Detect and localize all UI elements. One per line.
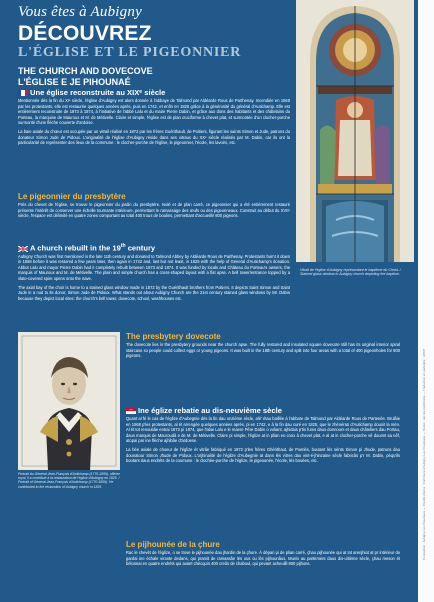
paragraph: Quant al fé le cas de l'églize d'Aubegnie dès la fin dau onzième sècle, alé' étau baillée à l'abbaïe de Talmond par Aldéarde Rous de Partenée. Brulâie en 1568 p'les protestants, al ét arrengée quelques années après, pi en 1742, e à la fin dau curé en 1825, que le zhénéraü d'Autichamp dounit la mén. Al ét tot renoutiâe entrai 1873 pi 1874, que l'abai Lalu e le maere Père Dabin o voliant, ajhidais p'tis fums daus donnours et daus châteliers dau Portau, daus marquis de Mauroudâ e de M. de Métivelle. Claire pi simple, l'églize at in plian en croix à chevet plat, e al at in clocher-porche vê dounnt sa nêf, atopai par ine flèche ajhibâe d'ardoese. [126,416,400,444]
portrait-photo [18,332,120,470]
section-title: A church rebuilt in the 19th century [18,241,290,254]
photo-caption: Vitrail de l'église d'Aubigny représentant le baptême du Christ. / Stained glass window in Aubigny church depicting the baptism. [300,268,401,277]
section-pt-church [126,406,400,464]
english-title: THE CHURCH AND DOVECOVE [18,66,153,76]
section-title: Ine églize rebatie au dis-neuvième sècle [126,406,400,416]
section-pt-dovecote [126,540,400,567]
section-title: The presbytery dovecote [126,332,221,341]
page-subtitle: L'ÉGLISE ET LE PIGEONNIER [18,45,242,60]
section-fr-church [18,88,290,146]
paragraph: Mentionnée dès la fin du XIᵉ siècle, l'église d'Aubigny est alors donnée à l'abbaye de Talmond par Aldéarde Rous de Parthenay. Incendiée en 1568 par les protestants, elle est restaurée quelques années après, puis en 1742, et enfin en 1825 grâce à la générosité du général d'Autichamp. Elle est entièrement reconstruite de 1873 à 1874, à l'initiative de l'abbé Lalu et du maire Pierre Dabin, et grâce aux dons des habitants et des châtelains du Porteau, la marquise de Mauroux et M. de Métivelle. Claire et simple, l'église est de plan cruciforme à chevet plat, et surmontée d'un clocher-porche surmonté d'une flèche couverte d'ardoise. [18,98,290,126]
credits-text: Conception : Aubigny-Les Clouzeaux — Crédits photos : Commune d'Aubigny-Les Clouzeaux — Textes : service patrimoine — Traduction en parlanjhe : UPCP [422,348,426,560]
section-title: Une église reconstruite au XIXᵉ siècle [18,88,290,98]
section-en-dovecote [126,332,400,359]
location-script-title: Vous êtes à Aubigny [18,4,142,20]
paragraph: The dovecote lies in the presbytery grounds near the church apse. The fully restored and insulated square dovecote still has its original interior spiral staircase so people could collect eggs or young pigeons. It was built in the 18th century and split into four areas with a total of 400 pigeonholes for 800 pigeons. [126,342,400,359]
section-title: Le pijhounée de la çhure [126,540,220,549]
poitevin-flag-icon [126,408,136,414]
stained-glass-photo [296,0,414,262]
page-title: DÉCOUVREZ [18,22,152,45]
french-flag-icon [18,90,28,96]
credits-strip [418,0,434,602]
paragraph: The axial bay of the choir is home to a stained glass window made in 1872 by the Guérithault brothers from Poitiers. It depicts Saint Simon and Saint Jude in a nod to its donor, Simon Jude de Pidoux. What stands out about Aubigny Church are the 21st century stained glass windows by Mr. Dabin because they depict local sites: the church's bell tower, dovecote, school, washhouses etc. [18,284,290,301]
paragraph: Aubigny Church was first mentioned in the late 11th century and donated to Talmond Abbey by Aldéarde Rous de Parthenay. Protestants burnt it down in 1568 before it was restored a few years later, then again in 1742 and, last but not least, in 1825 with the help of General d'Autichamp's donation. Abbot Lalu and mayor Pierre Dabin had it completely rebuilt between 1873 and 1874. It was funded by locals and Château du Porteau's owners, the marquis of Mauroux and M. de Métivelle. The plain and simple church has a cross-shaped layout with a flat apse. A bell tower/entrance topped by a slate-covered spire opens onto the nave. [18,253,290,281]
section-title: Le pigeonnier du presbytère [18,192,126,201]
paragraph: Rac le chevét de l'églize, o se trove le pijhounée dau jhardin de la çhure. À dépari pi de plian carré, çhau pijhounée qui at tot arenjhiat at pr intérieur de gardai ine échale virante dedans, qui pramit de ramassâe lés ous ou lés pijhounâus. Munis au partement daus dis-uitième sècle, çhau meson ét bélonnai en quatre endréts qui avant chécquin 400 creûs de chaboul, qui pevant acheuilli 800 pijhons. [126,550,400,567]
portrait-caption: Portrait du Général Jean-François d'Autichamp (1770-1859), officier royal, il a contribué à la restauration de l'église d'Aubigny en 1825. / Portrait of General Jean-François d'Autichamp (1770-1859). He contributed to the restoration of Aubigny church in 1825. [18,472,120,489]
uk-flag-icon [18,246,28,252]
section-en-church [18,241,290,301]
section-fr-dovecote [18,192,290,219]
poitevin-title: L'ÉGLISE E JE PIHOUNAÉ [18,77,131,87]
paragraph: La baie axiale du chœur est occupée par un vitrail réalisé en 1872 par les frères Guérithault, de Poitiers, figurant les saints Simon et Jude, patrons du donateur Simon Jude de Pidoux. L'originalité de l'église d'Aubigny réside dans ses vitraux du XXᵉ siècle réalisés par M. Dabin, car ils ont la particularité de représenter des lieux de la commune : le clocher-porche de l'église, le pigeonnier, l'école, les lavoirs, etc. [18,128,290,146]
paragraph: Près du chevet de l'église, se trouve le pigeonnier du jardin du presbytère. Isolé et de plan carré, ce pigeonnier qui a été entièrement restauré présente l'intérêt de conserver une échelle tournante intérieure, permettant le ramassage des œufs ou des pigeonneaux. Construit au début du XVIIᵉ siècle, l'espace est délimité en quatre zones comportant au total 400 trous de boulins, permettant d'accueillir 800 pigeons. [18,202,290,219]
paragraph: La bée axiale de choeur de l'églize ét vitrâe fabriqué en 1872 p'les frères Ghérithaut, de Poetiés, boutant lés sénts Simon pi Jhude, patruns dau dounatour Simon Jhude de Pidoux. L'orjhinalité de l'églize d'Aubegnie at dans lés vitres dau vint-é-jhinzaine sècle fabricâs p'r M. Dabin, pèqu'ils boutant daus endréts de la coumune : le clochée-porche de l'églize, le pigeounée, l'école, lés bouées, etc. [126,446,400,464]
